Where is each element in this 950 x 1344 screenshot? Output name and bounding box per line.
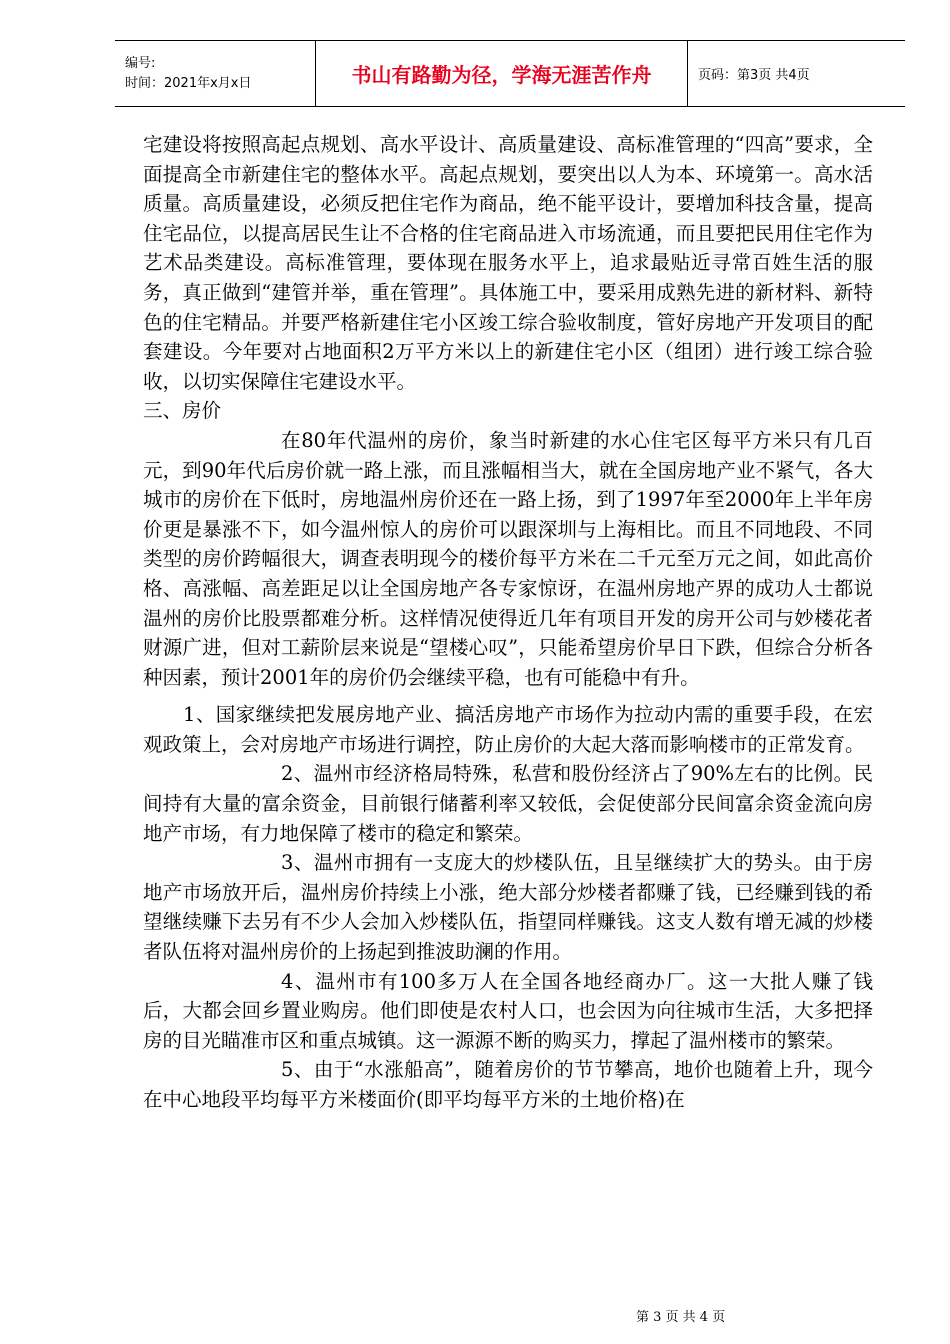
document-body (143, 130, 873, 1115)
section-heading-price: 三、房价 (143, 399, 222, 423)
header-meta (115, 41, 315, 106)
serial-label: 编号: (125, 55, 156, 71)
list-item-5: 5、由于“水涨船高”，随着房价的节节攀高，地价也随着上升，现今在中心地段平均每平方米楼面价(即平均每平方米的土地价格)在 (143, 1058, 873, 1111)
paragraph-price-overview: 在80年代温州的房价，象当时新建的水心住宅区每平方米只有几百元，到90年代后房价就一路上涨，而且涨幅相当大，就在全国房地产业不紧气，各大城市的房价在下低时，房地温州房价还在一路上扬，到了1997年至2000年上半年房价更是暴涨不下，如今温州惊人的房价可以跟深圳与上海相比。而且不同地段、不同类型的房价跨幅很大，调查表明现今的楼价每平方米在二千元至万元之间，如此高价格、高涨幅、高差距足以让全国房地产各专家惊讶，在温州房地产界的成功人士都说温州的房价比股票都难分析。这样情况使得近几年有项目开发的房开公司与妙楼花者财源广进，但对工薪阶层来说是“望楼心叹”，只能希望房价早日下跌，但综合分析各种因素，预计2001年的房价仍会继续平稳，也有可能稳中有升。 (143, 428, 873, 689)
page-info-text: 页码：第3页 共4页 (698, 68, 810, 83)
list-item-3: 3、温州市拥有一支庞大的炒楼队伍，且呈继续扩大的势头。由于房地产市场放开后，温州房价持续上小涨，绝大部分炒楼者都赚了钱，已经赚到钱的希望继续赚下去另有不少人会加入炒楼队伍，指望同样赚钱。这支人数有增无减的炒楼者队伍将对温州房价的上扬起到推波助澜的作用。 (143, 851, 873, 964)
list-item-4: 4、温州市有100多万人在全国各地经商办厂。这一大批人赚了钱后，大都会回乡置业购房。他们即使是农村人口，也会因为向往城市生活，大多把择房的目光瞄准市区和重点城镇。这一源源不断的购买力，撑起了温州楼市的繁荣。 (143, 969, 873, 1052)
page-header (115, 40, 905, 107)
header-motto (315, 41, 688, 106)
list-item-2: 2、温州市经济格局特殊，私营和股份经济占了90%左右的比例。民间持有大量的富余资金，目前银行储蓄利率又较低，会促使部分民间富余资金流向房地产市场，有力地保障了楼市的稳定和繁荣。 (143, 762, 873, 845)
header-page-info (688, 41, 905, 106)
motto-text: 书山有路勤为径，学海无涯苦作舟 (351, 63, 652, 87)
time-label: 时间：2021年x月x日 (125, 75, 252, 91)
page-footer: 第 3 页 共 4 页 (636, 1310, 726, 1325)
paragraph-continuation: 宅建设将按照高起点规划、高水平设计、高质量建设、高标准管理的“四高”要求，全面提高全市新建住宅的整体水平。高起点规划，要突出以人为本、环境第一。高水活质量。高质量建设，必须反把住宅作为商品，绝不能平设计，要增加科技含量，提高住宅品位，以提高居民生让不合格的住宅商品进入市场流通，而且要把民用住宅作为艺术品类建设。高标准管理，要体现在服务水平上，追求最贴近寻常百姓生活的服务，真正做到“建管并举，重在管理”。具体施工中，要采用成熟先进的新材料、新特色的住宅精品。并要严格新建住宅小区竣工综合验收制度，管好房地产开发项目的配套建设。今年要对占地面积2万平方米以上的新建住宅小区（组团）进行竣工综合验收，以切实保障住宅建设水平。 (143, 133, 873, 393)
list-item-1: 1、国家继续把发展房地产业、搞活房地产市场作为拉动内需的重要手段，在宏观政策上，会对房地产市场进行调控，防止房价的大起大落而影响楼市的正常发育。 (143, 703, 873, 756)
